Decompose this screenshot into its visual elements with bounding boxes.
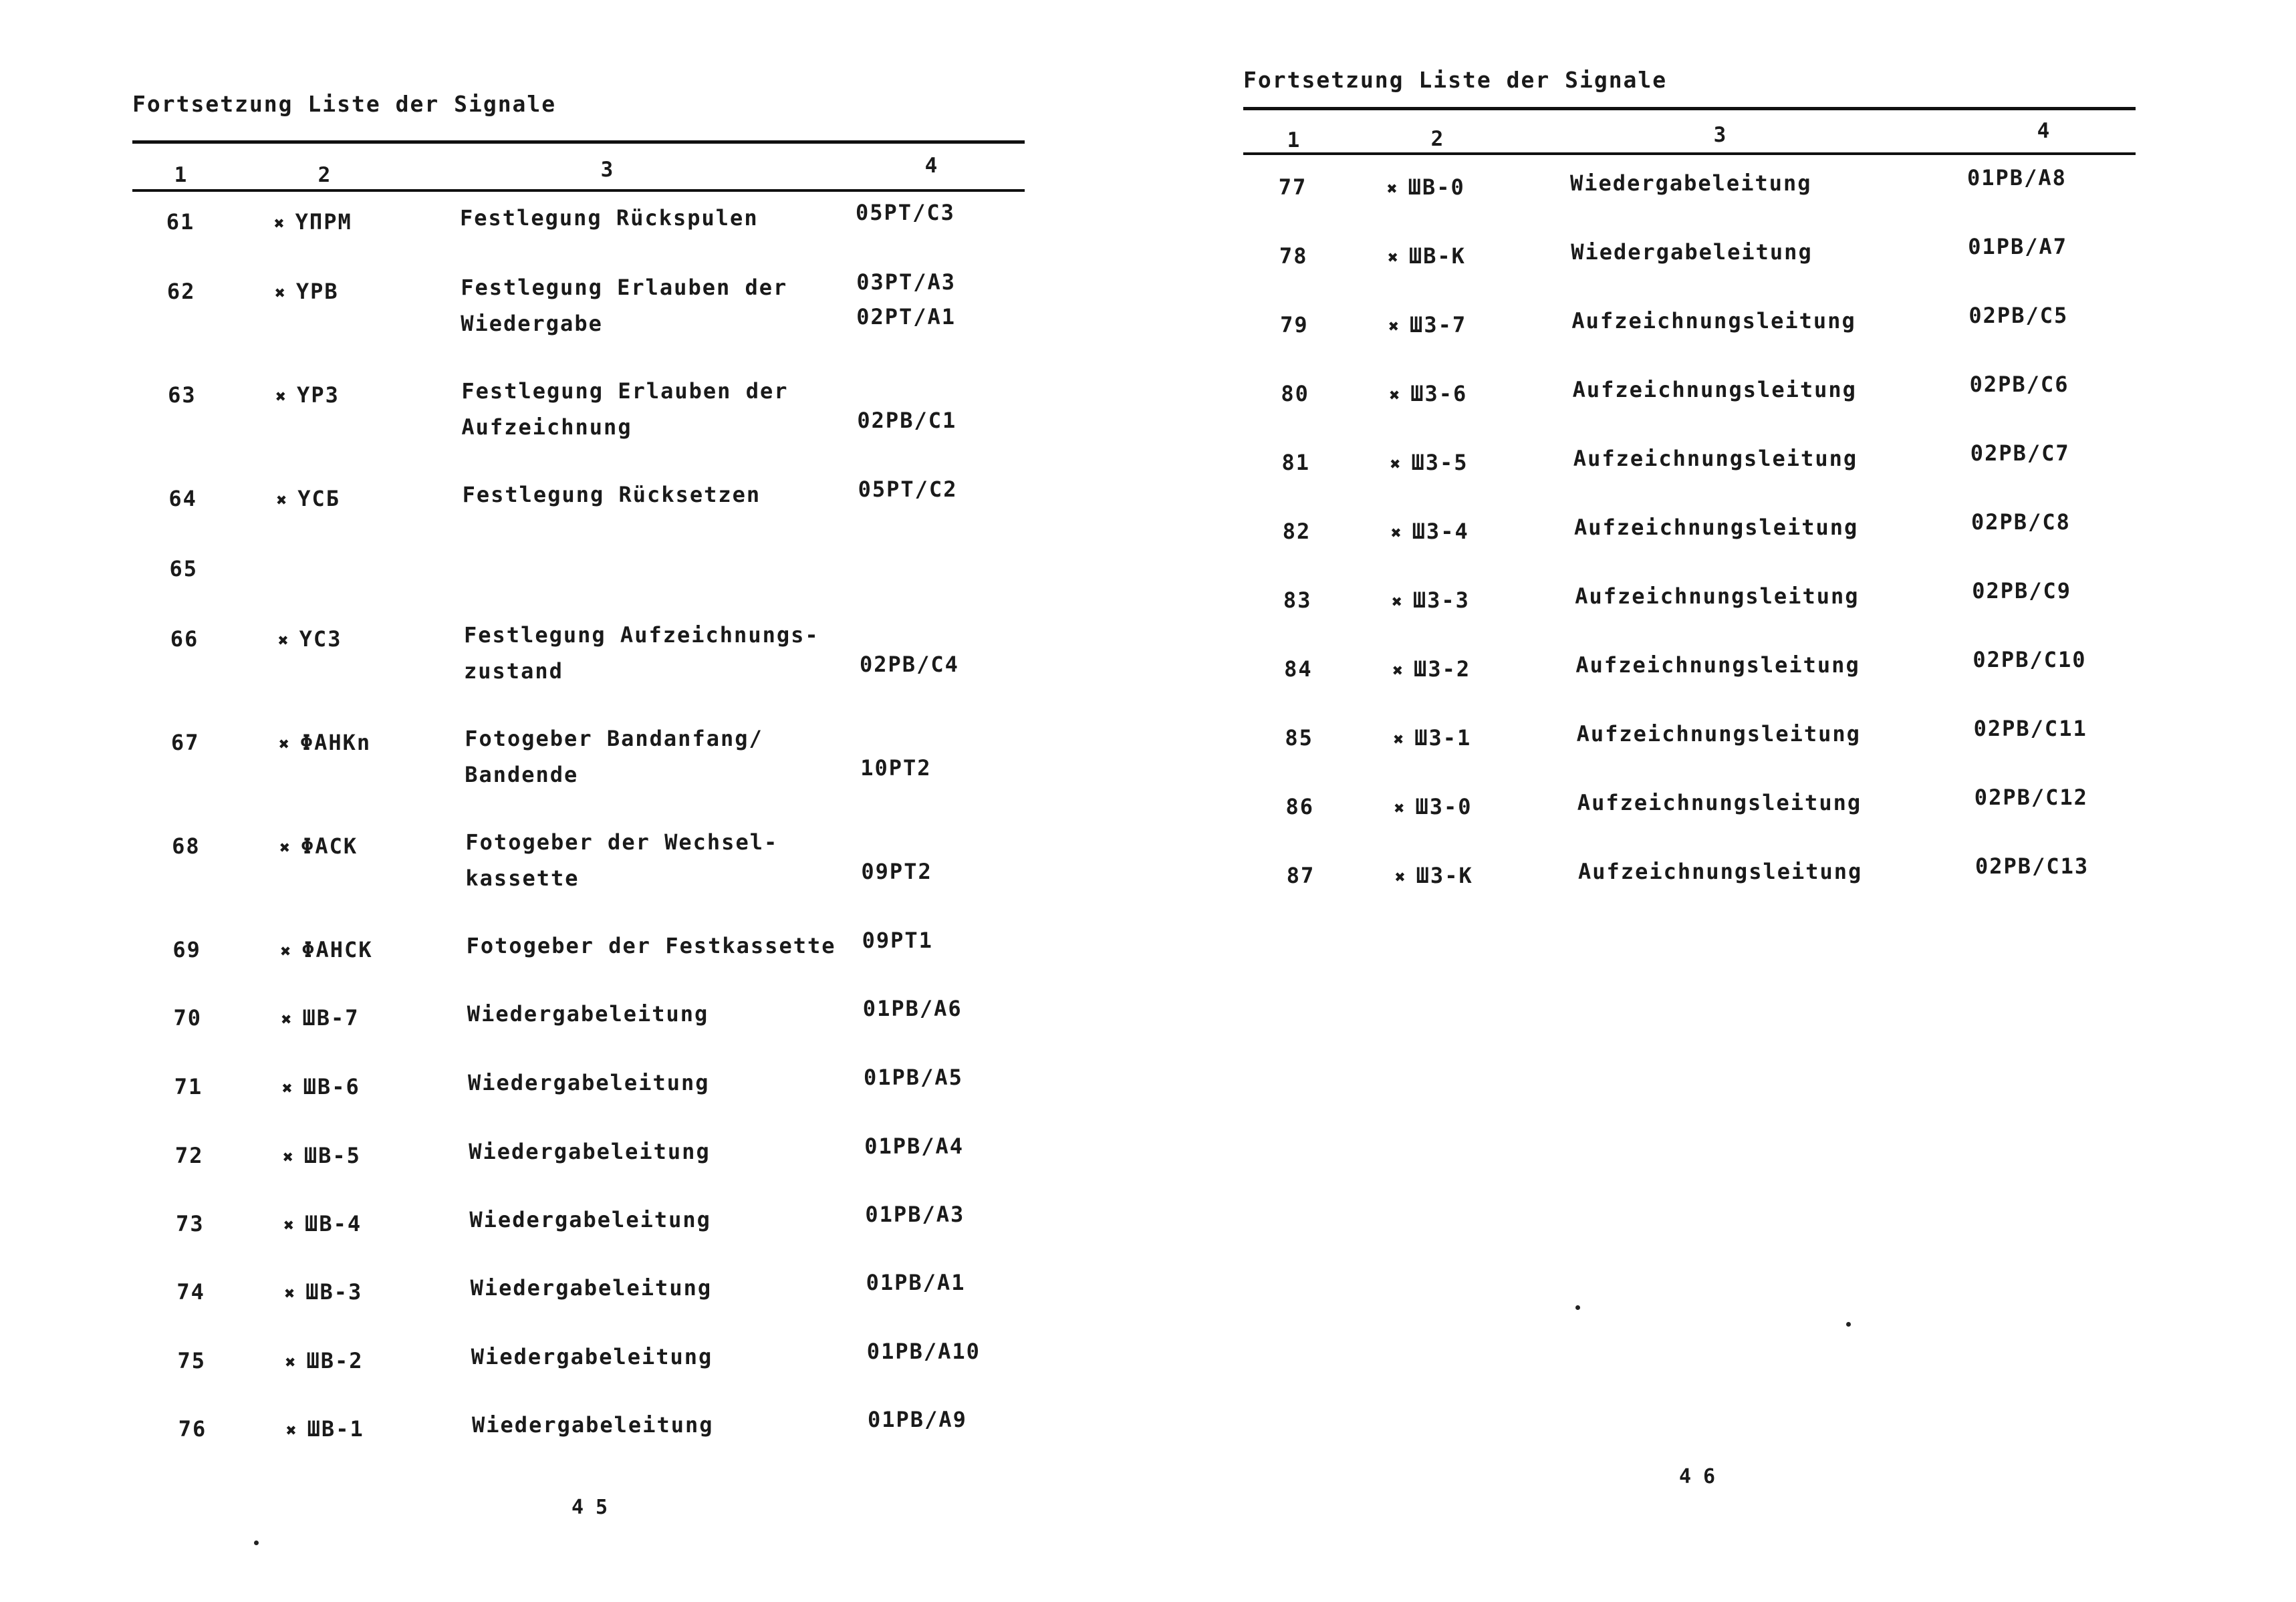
signal-code (279, 829, 358, 865)
signal-code (282, 1069, 360, 1106)
signal-reference: 02PT/A1 (856, 304, 956, 329)
signal-code (1394, 720, 1472, 757)
signal-code-text: ШB-2 (306, 1348, 364, 1373)
signal-code-text: ШB-K (1408, 243, 1466, 269)
signal-number: 80 (1281, 381, 1309, 406)
signal-number: 65 (169, 556, 199, 581)
page-heading: Fortsetzung Liste der Signale (1243, 67, 1668, 93)
signal-code (275, 274, 338, 311)
column-header-2: 2 (317, 163, 331, 187)
signal-reference: 03PT/A3 (856, 269, 956, 295)
signal-reference: 01PB/A4 (864, 1133, 965, 1159)
signal-reference: 01PB/A7 (1968, 234, 2068, 259)
signal-code (277, 481, 340, 518)
signal-number: 77 (1278, 174, 1307, 200)
signal-number: 67 (170, 730, 200, 755)
inverted-signal-icon: ✖ (1387, 179, 1399, 199)
signal-description: Festlegung Erlauben der (461, 378, 789, 404)
inverted-signal-icon: ✖ (281, 1010, 293, 1030)
inverted-signal-icon: ✖ (283, 1216, 296, 1236)
inverted-signal-icon: ✖ (280, 942, 293, 962)
signal-number: 66 (170, 626, 199, 652)
signal-code-text: ШB-6 (303, 1074, 360, 1099)
signal-number: 62 (166, 279, 196, 304)
signal-reference: 01PB/A3 (865, 1202, 965, 1227)
signal-description: Festlegung Rückspulen (460, 205, 759, 231)
scan-speck (1575, 1305, 1580, 1310)
signal-code (281, 932, 373, 969)
inverted-signal-icon: ✖ (1390, 454, 1402, 475)
signal-number: 79 (1280, 312, 1309, 338)
signal-code (1388, 239, 1466, 275)
signal-code (286, 1412, 364, 1448)
inverted-signal-icon: ✖ (279, 838, 292, 858)
signal-number: 87 (1286, 863, 1315, 888)
signal-code-text: Ш3-1 (1414, 725, 1472, 751)
signal-description: Aufzeichnungsleitung (1577, 790, 1862, 815)
signal-code (1392, 652, 1471, 688)
signal-number: 61 (166, 209, 195, 235)
inverted-signal-icon: ✖ (282, 1079, 294, 1099)
inverted-signal-icon: ✖ (1392, 592, 1404, 612)
table-top-rule (132, 140, 1025, 144)
inverted-signal-icon: ✖ (1393, 730, 1406, 750)
signal-description: Aufzeichnungsleitung (1574, 515, 1859, 540)
signal-description: zustand (464, 658, 563, 684)
signal-number: 84 (1284, 656, 1313, 682)
inverted-signal-icon: ✖ (1395, 867, 1407, 888)
inverted-signal-icon: ✖ (1388, 317, 1401, 337)
inverted-signal-icon: ✖ (285, 1353, 297, 1373)
signal-code-text: ШB-4 (305, 1211, 362, 1236)
signal-code-text: YCБ (297, 486, 341, 511)
signal-reference: 01PB/A1 (866, 1270, 966, 1295)
signal-reference: 02PB/C7 (1970, 440, 2070, 466)
signal-number: 76 (178, 1416, 207, 1442)
signal-number: 70 (173, 1005, 203, 1031)
signal-number: 74 (176, 1279, 205, 1305)
scan-speck (254, 1541, 259, 1545)
signal-description: Wiedergabeleitung (472, 1412, 714, 1438)
signal-reference: 02PB/C12 (1974, 785, 2088, 810)
signal-number: 78 (1279, 243, 1308, 269)
signal-code-text: Ш3-5 (1411, 450, 1469, 475)
signal-code (1390, 445, 1469, 482)
signal-description: Wiedergabeleitung (468, 1070, 710, 1095)
signal-description: Fotogeber Bandanfang/ (465, 726, 763, 751)
signal-description: Wiedergabeleitung (469, 1207, 711, 1232)
signal-code-text: ШB-3 (305, 1279, 363, 1305)
signal-code (275, 378, 339, 414)
signal-code (283, 1206, 362, 1243)
column-header-3: 3 (600, 158, 614, 182)
signal-number: 64 (168, 486, 197, 511)
inverted-signal-icon: ✖ (275, 283, 287, 303)
inverted-signal-icon: ✖ (275, 387, 288, 407)
signal-code-text: ШB-5 (303, 1143, 361, 1168)
signal-reference: 02PB/C10 (1972, 647, 2087, 672)
signal-reference: 01PB/A8 (1967, 165, 2067, 190)
signal-description: Aufzeichnung (461, 414, 632, 440)
column-header-2: 2 (1430, 127, 1444, 151)
signal-code (1391, 514, 1469, 551)
inverted-signal-icon: ✖ (1392, 661, 1405, 681)
table-top-rule (1243, 107, 2136, 110)
column-header-1: 1 (174, 163, 187, 187)
signal-code-text: Ш3-7 (1410, 312, 1467, 338)
signal-code (1394, 789, 1473, 826)
signal-code (279, 725, 371, 762)
signal-code (1392, 583, 1470, 620)
signal-reference: 10PT2 (860, 755, 932, 781)
signal-description: Wiedergabeleitung (471, 1344, 713, 1369)
signal-reference: 02PB/C5 (1968, 303, 2069, 328)
inverted-signal-icon: ✖ (1388, 248, 1400, 268)
signal-reference: 02PB/C9 (1972, 578, 2072, 604)
signal-code-text: Ш3-K (1416, 863, 1473, 888)
signal-reference: 05PT/C2 (858, 477, 958, 502)
signal-number: 72 (174, 1143, 204, 1168)
signal-reference: 02PB/C13 (1975, 853, 2089, 879)
signal-reference: 02PB/C8 (1971, 509, 2071, 535)
signal-number: 75 (177, 1348, 207, 1373)
signal-reference: 02PB/C4 (860, 652, 959, 677)
signal-reference: 01PB/A5 (864, 1065, 963, 1090)
signal-description: Wiedergabeleitung (469, 1139, 711, 1164)
signal-reference: 01PB/A9 (868, 1407, 967, 1432)
signal-description: Festlegung Erlauben der (461, 275, 788, 300)
signal-description: Wiedergabeleitung (467, 1001, 709, 1027)
signal-description: Aufzeichnungsleitung (1573, 446, 1858, 471)
signal-description: Aufzeichnungsleitung (1576, 721, 1861, 747)
table-header-rule (1243, 152, 2136, 155)
signal-description: kassette (465, 865, 580, 891)
table-header-rule (132, 189, 1025, 192)
signal-code (274, 205, 352, 241)
inverted-signal-icon: ✖ (283, 1148, 295, 1168)
signal-code (278, 622, 342, 658)
signal-number: 73 (176, 1211, 205, 1236)
signal-code (1388, 307, 1466, 344)
signal-code-text: YP3 (297, 382, 340, 408)
signal-number: 86 (1285, 794, 1315, 819)
signal-description: Aufzeichnungsleitung (1572, 377, 1857, 402)
inverted-signal-icon: ✖ (286, 1421, 298, 1441)
signal-code-text: Ш3-2 (1414, 656, 1471, 682)
signal-code (1395, 858, 1473, 895)
signal-description: Bandende (465, 762, 579, 787)
signal-number: 82 (1282, 519, 1311, 544)
signal-reference: 05PT/C3 (856, 200, 955, 225)
signal-description: Fotogeber der Festkassette (466, 933, 836, 958)
signal-description: Festlegung Rücksetzen (462, 482, 761, 507)
signal-description: Aufzeichnungsleitung (1578, 859, 1863, 884)
signal-code (281, 1000, 360, 1037)
signal-description: Fotogeber der Wechsel- (465, 829, 779, 855)
column-header-4: 4 (2037, 119, 2050, 143)
inverted-signal-icon: ✖ (276, 491, 289, 511)
signal-code (283, 1138, 361, 1175)
signal-reference: 02PB/C6 (1969, 372, 2069, 397)
signal-description: Wiedergabe (461, 311, 603, 336)
signal-reference: 02PB/C11 (1973, 716, 2087, 741)
signal-code-text: ШB-1 (307, 1416, 364, 1442)
signal-description: Festlegung Aufzeichnungs- (464, 622, 819, 648)
signal-description: Wiedergabeleitung (1570, 170, 1812, 196)
inverted-signal-icon: ✖ (284, 1284, 297, 1304)
signal-code-text: ΦACK (301, 833, 358, 859)
signal-code (1387, 170, 1465, 207)
inverted-signal-icon: ✖ (1394, 799, 1406, 819)
signal-code-text: Ш3-0 (1415, 794, 1473, 819)
signal-number: 69 (172, 937, 201, 962)
right-page (1148, 0, 2296, 1602)
page-heading: Fortsetzung Liste der Signale (132, 91, 557, 117)
signal-number: 68 (172, 833, 201, 859)
signal-reference: 01PB/A10 (866, 1339, 981, 1364)
column-header-4: 4 (924, 154, 938, 178)
signal-reference: 09PT2 (861, 859, 932, 884)
signal-number: 71 (174, 1074, 203, 1099)
page-number: 45 (571, 1496, 620, 1519)
signal-description: Wiedergabeleitung (470, 1275, 713, 1301)
signal-number: 81 (1281, 450, 1311, 475)
signal-code-text: ШB-0 (1408, 174, 1465, 200)
signal-code-text: Ш3-4 (1412, 519, 1469, 544)
signal-reference: 02PB/C1 (857, 408, 957, 433)
signal-code-text: ШB-7 (302, 1005, 360, 1031)
signal-code-text: ΦAHCK (301, 937, 373, 962)
signal-reference: 01PB/A6 (862, 996, 963, 1021)
scan-speck (1846, 1322, 1851, 1327)
signal-number: 85 (1285, 725, 1313, 751)
signal-code (285, 1343, 364, 1380)
signal-description: Aufzeichnungsleitung (1575, 652, 1860, 678)
signal-code-text: YПPM (295, 209, 352, 235)
signal-description: Wiedergabeleitung (1571, 239, 1813, 265)
signal-code (1390, 376, 1468, 413)
inverted-signal-icon: ✖ (279, 735, 291, 755)
signal-number: 83 (1283, 587, 1312, 613)
signal-code-text: Ш3-6 (1410, 381, 1468, 406)
inverted-signal-icon: ✖ (274, 214, 286, 234)
signal-description: Aufzeichnungsleitung (1571, 308, 1856, 333)
signal-reference: 09PT1 (862, 928, 933, 953)
inverted-signal-icon: ✖ (278, 631, 290, 651)
signal-code-text: YPB (295, 279, 339, 304)
column-header-3: 3 (1713, 123, 1727, 147)
signal-number: 63 (168, 382, 197, 408)
signal-code-text: ΦAHKn (299, 730, 372, 755)
signal-code (285, 1275, 363, 1311)
signal-code-text: YC3 (299, 626, 342, 652)
page-number: 46 (1679, 1465, 1728, 1488)
signal-code-text: Ш3-3 (1412, 587, 1470, 613)
signal-description: Aufzeichnungsleitung (1575, 583, 1860, 609)
inverted-signal-icon: ✖ (1391, 523, 1403, 543)
column-header-1: 1 (1287, 128, 1300, 152)
inverted-signal-icon: ✖ (1389, 386, 1402, 406)
